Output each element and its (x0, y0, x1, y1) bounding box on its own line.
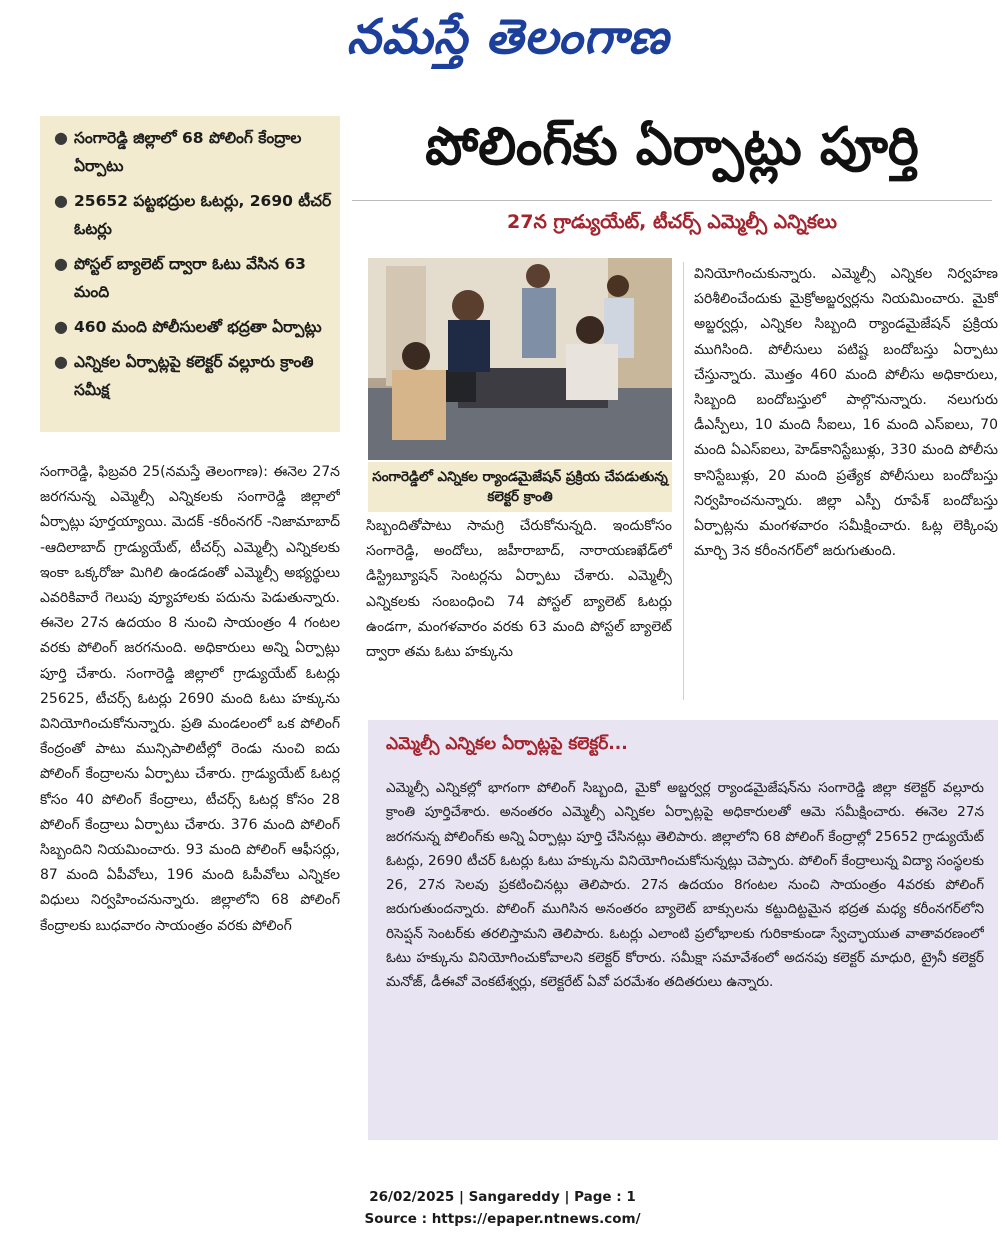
article-subheadline: 27న గ్రాడ్యుయేట్, టీచర్స్ ఎమ్మెల్సీ ఎన్నికలు (507, 210, 837, 233)
news-photo (368, 258, 672, 460)
sidebar-story-headline: ఎమ్మెల్సీ ఎన్నికల ఏర్పాట్లపై కలెక్టర్... (386, 734, 628, 754)
article-column-right: వినియోగించుకున్నారు. ఎమ్మెల్సీ ఎన్నికల నిర్వహణ పరిశీలించేందుకు మైక్రోఅబ్జర్వర్లను నియమించారు. మైకో అబ్జర్వర్లు, ఎన్నికల సిబ్బంది ర్యాండమైజేషన్ ప్రక్రియ ముగిసింది. పోలీసులు పటిష్ట బందోబస్తు ఏర్పాటు చేస్తున్నారు. మొత్తం 460 మంది పోలీసు అధికారులు, సిబ్బంది బందోబస్తులో పాల్గొనున్నారు. నలుగురు డీఎస్పీలు, 10 మంది సీఐలు, 16 మంది ఎస్ఐలు, 70 మంది ఏఎస్ఐలు, హెడ్‌కానిస్టేబుళ్లు, 330 మంది పోలీసు కానిస్టేబుళ్లు, 20 మంది ప్రత్యేక పోలీసులు బందోబస్తు నిర్వహించనున్నారు. జిల్లా ఎస్పీ రూపేశ్ బందోబస్తు ఏర్పాట్లను మంగళవారం సమీక్షించారు. ఓట్ల లెక్కింపు మార్చి 3న కరీంనగర్‌లో జరుగుతుంది. (694, 266, 998, 560)
page-footer (0, 1186, 1005, 1230)
highlight-text: ఎన్నికల ఏర్పాట్లపై కలెక్టర్ వల్లూరు క్రాంతి సమీక్ష (74, 353, 314, 399)
bullet-icon: ● (54, 191, 68, 210)
highlight-text: పోస్టల్ బ్యాలెట్ ద్వారా ఓటు వేసిన 63 మంది (74, 255, 306, 301)
article-headline: పోలింగ్‌కు ఏర్పాట్లు పూర్తి (425, 116, 919, 177)
headline-divider (352, 200, 992, 201)
sidebar-story (368, 720, 998, 1140)
bullet-icon: ● (54, 317, 68, 336)
sidebar-story-body: ఎమ్మెల్సీ ఎన్నికల్లో భాగంగా పోలింగ్ సిబ్బంది, మైకో అబ్జర్వర్ల ర్యాండమైజేషన్‌ను సంగారెడ్డి జిల్లా కలెక్టర్ వల్లూరు క్రాంతి పూర్తిచేశారు. అనంతరం ఎమ్మెల్సీ ఎన్నికల ఏర్పాట్లపై అధికారులతో ఆమె సమీక్షించారు. ఈనెల 27న జరగనున్న పోలింగ్‌కు అన్ని ఏర్పాట్లు పూర్తి చేసినట్లు తెలిపారు. జిల్లాలోని 68 పోలింగ్ కేంద్రాల్లో 25652 గ్రాడ్యుయేట్ ఓటర్లు, 2690 టీచర్ ఓటర్లు ఓటు హక్కును వినియోగించుకోనున్నట్లు చెప్పారు. పోలింగ్ కేంద్రాలున్న విద్యా సంస్థలకు 26, 27న సెలవు ప్రకటించినట్లు తెలిపారు. 27న ఉదయం 8గంటల నుంచి సాయంత్రం 4వరకు పోలింగ్ జరుగుతుందన్నారు. పోలింగ్ ముగిసిన అనంతరం బ్యాలెట్ బాక్సులను కట్టుదిట్టమైన భద్రత మధ్య కరీంనగర్‌లోని రిసెప్షన్ సెంటర్‌కు తరలిస్తామని తెలిపారు. ఓటర్లు ఎలాంటి ప్రలోభాలకు గురికాకుండా స్వేచ్ఛాయుత వాతావరణంలో ఓటు హక్కును వినియోగించుకోవాలని కలెక్టర్ కోరారు. సమీక్షా సమావేశంలో అదనపు కలెక్టర్ మాధురి, ట్రైనీ కలెక్టర్ మనోజ్, డీఈవో వెంకటేశ్వర్లు, కలెక్టరేట్ ఏవో పరమేశం తదితరులు ఉన్నారు. (386, 780, 984, 991)
highlight-item (54, 313, 334, 341)
article-column-left: సంగారెడ్డి, ఫిబ్రవరి 25(నమస్తే తెలంగాణ): ఈనెల 27న జరగనున్న ఎమ్మెల్సీ ఎన్నికలకు సంగారెడ్డి జిల్లాలో ఏర్పాట్లు పూర్తయ్యాయి. మెదక్ -కరీంనగర్ -నిజామాబాద్ -ఆదిలాబాద్ గ్రాడ్యుయేట్, టీచర్స్ ఎమ్మెల్సీ ఎన్నికలకు ఇంకా ఒక్కరోజు మిగిలి ఉండడంతో ఎమ్మెల్సీ అభ్యర్థులు ఎవరికివారే గెలుపు వ్యూహాలకు పదును పెడుతున్నారు. ఈనెల 27న ఉదయం 8 నుంచి సాయంత్రం 4 గంటల వరకు పోలింగ్ జరగనుంది. అధికారులు అన్ని ఏర్పాట్లు పూర్తి చేశారు. సంగారెడ్డి జిల్లాలో గ్రాడ్యుయేట్ ఓటర్లు 25625, టీచర్స్ ఓటర్లు 2690 మంది ఓటు హక్కును వినియోగించుకోనున్నారు. ప్రతి మండలంలో ఒక పోలింగ్ కేంద్రంతో పాటు మున్సిపాలిటీల్లో రెండు నుంచి ఐదు పోలింగ్ కేంద్రాలను ఏర్పాటు చేశారు. గ్రాడ్యుయేట్ ఓటర్ల కోసం 40 పోలింగ్ కేంద్రాలు, టీచర్స్ ఓటర్ల కోసం 28 పోలింగ్ కేంద్రాలు ఏర్పాటు చేశారు. 376 మంది పోలింగ్ సిబ్బందిని నియమించారు. 93 మంది పోలింగ్ ఆఫీసర్లు, 87 మంది ఏపీవోలు, 196 మంది ఓపీవోలు ఎన్నికల విధులు నిర్వహించనున్నారు. జిల్లాలోని 68 పోలింగ్ కేంద్రాలకు బుధవారం సాయంత్రం వరకు పోలింగ్ (40, 464, 340, 934)
highlight-item (54, 187, 334, 243)
photo-illustration (368, 258, 672, 460)
article-column-middle: సిబ్బందితోపాటు సామగ్రి చేరుకోనున్నది. ఇందుకోసం సంగారెడ్డి, అందోలు, జహీరాబాద్, నారాయణఖేడ్‌లో డిస్ట్రిబ్యూషన్ సెంటర్లను ఏర్పాటు చేశారు. ఎమ్మెల్సీ ఎన్నికలకు సంబంధించి 74 పోస్టల్ బ్యాలెట్ ఓటర్లు ఉండగా, మంగళవారం వరకు 63 మంది పోస్టల్ బ్యాలెట్ ద్వారా తమ ఓటు హక్కును (366, 518, 672, 661)
bullet-icon: ● (54, 254, 68, 273)
photo-caption: సంగారెడ్డిలో ఎన్నికల ర్యాండమైజేషన్ ప్రక్రియ చేపడుతున్న కలెక్టర్ క్రాంతి (368, 462, 672, 512)
highlight-text: సంగారెడ్డి జిల్లాలో 68 పోలింగ్ కేంద్రాల ఏర్పాటు (74, 129, 302, 175)
highlight-item (54, 250, 334, 306)
highlights-box (40, 116, 340, 432)
column-divider (683, 262, 684, 700)
highlight-item (54, 124, 334, 180)
highlight-text: 25652 పట్టభద్రుల ఓటర్లు, 2690 టీచర్ ఓటర్లు (74, 192, 332, 238)
highlight-item (54, 348, 334, 404)
newspaper-masthead: నమస్తే తెలంగాణ (346, 9, 670, 65)
footer-source-link[interactable]: Source : https://epaper.ntnews.com/ (364, 1211, 641, 1227)
bullet-icon: ● (54, 128, 68, 147)
highlight-text: 460 మంది పోలీసులతో భద్రతా ఏర్పాట్లు (74, 318, 322, 336)
footer-date-edition: 26/02/2025 | Sangareddy | Page : 1 (369, 1189, 636, 1205)
bullet-icon: ● (54, 352, 68, 371)
